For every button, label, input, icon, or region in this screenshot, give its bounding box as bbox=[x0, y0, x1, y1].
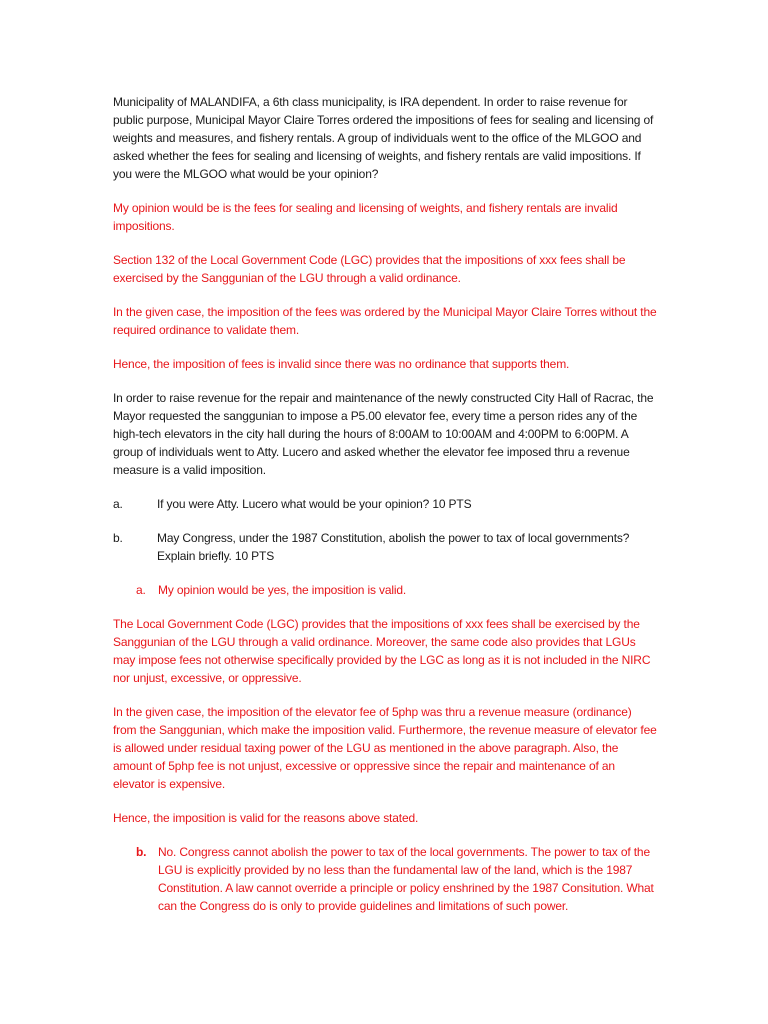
question-2b-label: b. bbox=[113, 531, 123, 545]
question-2a bbox=[113, 495, 658, 513]
question-1-paragraph: Municipality of MALANDIFA, a 6th class municipality, is IRA dependent. In order to raise revenue for public purpose, Municipal Mayor Claire Torres ordered the impositions of fees for sealing and licensing of weights and measures, and fishery rentals. A group of individuals went to the office of the MLGOO and asked whether the fees for sealing and licensing of weights, and fishery rentals are valid impositions. If you were the MLGOO what would be your opinion? bbox=[113, 95, 654, 181]
answer-2b-text: No. Congress cannot abolish the power to tax of the local governments. The power to tax of the LGU is explicitly provided by no less than the fundamental law of the land, which is the 1987 Constitution. A law cannot override a principle or policy enshrined by the 1987 Consitution. What can the Congress do is only to provide guidelines and limitations of such power. bbox=[158, 845, 654, 913]
answer-2b-label: b. bbox=[136, 845, 147, 859]
answer-2-case: In the given case, the imposition of the elevator fee of 5php was thru a revenue measure (ordinance) from the Sanggunian, which make the imposition valid. Furthermore, the revenue measure of elevator fee is allowed under residual taxing power of the LGU as mentioned in the above paragraph. Also, the amount of 5php fee is not unjust, excessive or oppressive since the repair and maintenance of an elevator is expensive. bbox=[113, 705, 657, 791]
answer-2a bbox=[113, 581, 658, 599]
question-2b-text: May Congress, under the 1987 Constitution, abolish the power to tax of local governments? Explain briefly. 10 PTS bbox=[157, 531, 630, 563]
answer-1-opinion: My opinion would be is the fees for sealing and licensing of weights, and fishery rentals are invalid impositions. bbox=[113, 201, 618, 233]
document-page bbox=[113, 93, 658, 931]
answer-2-conclusion: Hence, the imposition is valid for the reasons above stated. bbox=[113, 811, 419, 825]
answer-2-law: The Local Government Code (LGC) provides that the impositions of xxx fees shall be exercised by the Sanggunian of the LGU through a valid ordinance. Moreover, the same code also provides that LGUs may impose fees not otherwise specifically provided by the LGC as long as it is not included in the NIRC nor unjust, excessive, or oppressive. bbox=[113, 617, 651, 685]
answer-2a-text: My opinion would be yes, the imposition is valid. bbox=[158, 583, 407, 597]
question-2b bbox=[113, 529, 658, 565]
question-2a-label: a. bbox=[113, 497, 123, 511]
answer-1-conclusion: Hence, the imposition of fees is invalid since there was no ordinance that supports them. bbox=[113, 357, 570, 371]
answer-1-law: Section 132 of the Local Government Code (LGC) provides that the impositions of xxx fees shall be exercised by the Sanggunian of the LGU through a valid ordinance. bbox=[113, 253, 626, 285]
answer-2b bbox=[113, 843, 658, 915]
question-2-paragraph: In order to raise revenue for the repair and maintenance of the newly constructed City Hall of Racrac, the Mayor requested the sanggunian to impose a P5.00 elevator fee, every time a person rides any of the high-tech elevators in the city hall during the hours of 8:00AM to 10:00AM and 4:00PM to 6:00PM. A group of individuals went to Atty. Lucero and asked whether the elevator fee imposed thru a revenue measure is a valid imposition. bbox=[113, 391, 654, 477]
answer-1-case: In the given case, the imposition of the fees was ordered by the Municipal Mayor Claire Torres without the required ordinance to validate them. bbox=[113, 305, 657, 337]
answer-2a-label: a. bbox=[136, 583, 146, 597]
question-2a-text: If you were Atty. Lucero what would be your opinion? 10 PTS bbox=[157, 497, 472, 511]
